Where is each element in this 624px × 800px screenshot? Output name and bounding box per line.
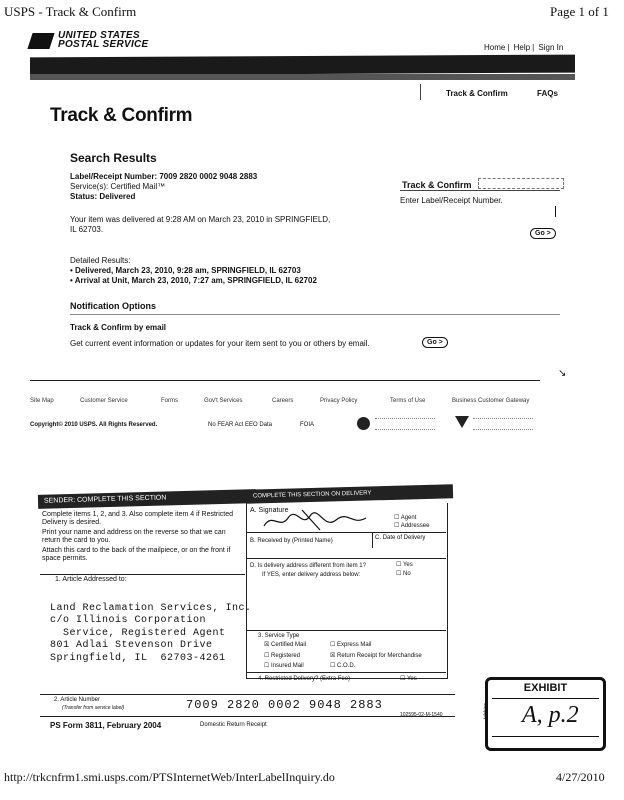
detailed-results [70,256,317,286]
address-line: Service, Registered Agent [50,627,226,639]
print-title: USPS - Track & Confirm [4,4,137,19]
footer-rule [30,380,540,381]
cod-label: C.O.D. [337,663,356,669]
help-link[interactable]: Help [513,43,531,52]
agent-label: Agent [400,515,417,521]
exhibit-mark: A, p.2 [522,702,579,728]
card-rule [246,558,446,559]
delivery-section-header: COMPLETE THIS SECTION ON DELIVERY [247,484,453,503]
domestic-label: Domestic Return Receipt [200,722,267,728]
usps-logo[interactable] [58,31,149,49]
footer-foia[interactable]: FOIA [300,422,315,428]
article-number-label: 2. Article Number [54,697,101,703]
address-line: Springfield, IL 62703-4261 [50,652,226,664]
sidebar-label: Enter Label/Receipt Number. [400,196,503,205]
date-delivery-label: C. Date of Delivery [375,535,426,541]
address-line: 801 Adlai Stevenson Drive [50,640,213,651]
card-rule [40,694,455,695]
article-addressed-label: 1. Article Addressed to: [55,576,127,583]
certified-label: Certified Mail [271,642,307,648]
nav-divider [420,84,421,100]
detailed-title: Detailed Results: [70,256,131,265]
express-checkbox[interactable]: ☐ Express Mail [330,642,372,648]
delivered-line-1: Your item was delivered at 9:28 AM on March 23, 2010 in SPRINGFIELD, [70,215,331,224]
addressee-checkbox[interactable]: ☐ Addressee [394,523,430,529]
status-line: Status: Delivered [70,192,136,201]
service-line: Service(s): Certified Mail™ [70,182,166,191]
address-line: Land Reclamation Services, Inc. [50,602,252,614]
email-title: Track & Confirm by email [70,323,167,332]
sidebar-go-button[interactable]: Go > [530,228,556,239]
restricted-yes-checkbox[interactable]: ☐ Yes [400,676,417,682]
card-rule [246,630,446,631]
d-yes-checkbox[interactable]: ☐ Yes [396,562,413,568]
article-number-sub: (Transfer from service label) [62,705,125,711]
footer-customer-service[interactable]: Customer Service [80,398,128,404]
footer-privacy[interactable]: Privacy Policy [320,398,358,404]
footer-site-map[interactable]: Site Map [30,398,54,404]
card-rule [40,716,455,717]
nav-faqs[interactable]: FAQs [537,89,558,98]
sign-in-link[interactable]: Sign In [538,43,564,52]
instruction: Complete items 1, 2, and 3. Also complete item 4 if Restricted Delivery is desired. [42,511,234,526]
print-page-number: Page 1 of 1 [550,4,609,19]
yes-enter-label: If YES, enter delivery address below: [262,572,361,578]
badge-caption-icon [473,418,533,430]
footer-careers[interactable]: Careers [272,398,294,404]
sender-instructions [42,511,242,563]
instruction: Attach this card to the back of the mailpiece, or on the front if space permits. [42,547,231,562]
cod-checkbox[interactable]: ☐ C.O.D. [330,663,356,669]
label-number: Label/Receipt Number: 7009 2820 0002 9048 2883 [70,172,258,181]
footer-nofear[interactable]: No FEAR Act EEO Data [208,422,273,428]
sender-section-header: SENDER: COMPLETE THIS SECTION [38,489,256,509]
email-go-button[interactable]: Go > [422,337,448,348]
card-divider [372,532,373,548]
seal-caption-icon [375,418,435,430]
received-by-label: B. Received by (Printed Name) [250,538,333,544]
seal-icon [357,417,370,430]
text-cursor [555,206,556,217]
footer-forms[interactable]: Forms [161,398,178,404]
eagle-badge-icon [455,416,469,428]
address-line: c/o Illinois Corporation [50,615,207,626]
notification-title: Notification Options [70,301,156,311]
card-rule [40,574,245,575]
page-title: Track & Confirm [50,105,193,126]
search-results-title: Search Results [70,151,157,165]
nav-track-confirm[interactable]: Track & Confirm [446,89,508,98]
restricted-yes-label: Yes [406,676,417,682]
insured-label: Insured Mail [271,663,304,669]
label-number-input[interactable] [478,178,564,189]
home-link[interactable]: Home [484,43,506,52]
top-links: Home | Help | Sign In [484,43,564,52]
delivered-summary [70,215,330,235]
card-rule [246,532,446,533]
agent-checkbox[interactable]: ☐ Agent [394,515,417,521]
notification-rule [70,314,560,315]
instruction: Print your name and address on the reverse so that we can return the card to you. [42,529,226,544]
exhibit-sticker [485,677,606,751]
footer-business-gateway[interactable]: Business Customer Gateway [452,398,530,404]
ps-form-label: PS Form 3811, February 2004 [50,721,162,730]
print-url: http://trkcnfrm1.smi.usps.com/PTSInternetWeb/InterLabelInquiry.do [4,770,335,784]
logo-line-2: POSTAL SERVICE [58,39,149,50]
footer-govt-services[interactable]: Gov't Services [204,398,243,404]
d-no-checkbox[interactable]: ☐ No [396,571,411,577]
registered-label: Registered [271,653,301,659]
usps-eagle-icon[interactable] [27,33,54,49]
exhibit-title: EXHIBIT [523,682,568,694]
card-rule [246,672,446,673]
header-bar [30,55,575,76]
print-date: 4/27/2010 [556,770,605,784]
signature-scrawl [262,508,372,532]
results-block [70,172,257,202]
d-yes-label: Yes [402,562,413,568]
email-text: Get current event information or updates for your item sent to you or others by email. [70,339,370,348]
addressee-label: Addressee [400,523,430,529]
service-type-label: 3. Service Type [258,633,300,639]
article-number: 7009 2820 0002 9048 2883 [186,698,383,712]
copyright: Copyright© 2010 USPS. All Rights Reserved. [30,422,158,428]
insured-checkbox[interactable]: ☐ Insured Mail [264,663,304,669]
d-no-label: No [403,571,411,577]
recipient-address [50,590,252,665]
detail-row: • Arrival at Unit, March 23, 2010, 7:27 am, SPRINGFIELD, IL 62702 [70,276,317,285]
header-bar-shadow [30,74,575,80]
return-receipt-checkbox[interactable]: ☒ Return Receipt for Merchandise [330,653,422,659]
delivered-line-2: IL 62703. [70,225,104,234]
exhibit-rule [492,736,599,737]
restricted-label: 4. Restricted Delivery? (Extra Fee) [258,676,351,682]
d-label: D. Is delivery address different from item 1? [250,563,366,569]
footer-terms[interactable]: Terms of Use [390,398,426,404]
form-code: 102595-02-M-1540 [400,712,443,718]
certified-checkbox[interactable]: ☒ Certified Mail [264,642,307,648]
exhibit-rule [492,698,599,699]
registered-checkbox[interactable]: ☐ Registered [264,653,301,659]
scroll-marker-icon: ↘ [558,368,567,379]
sidebar-title: Track & Confirm [402,180,472,190]
exhibit-side-label: tabbies [483,702,490,720]
return-receipt-label: Return Receipt for Merchandise [337,653,422,659]
express-label: Express Mail [337,642,372,648]
logo-line-1: UNITED STATES [58,30,140,41]
signature-label: A. Signature [250,507,289,514]
detail-row: • Delivered, March 23, 2010, 9:28 am, SPRINGFIELD, IL 62703 [70,266,301,275]
